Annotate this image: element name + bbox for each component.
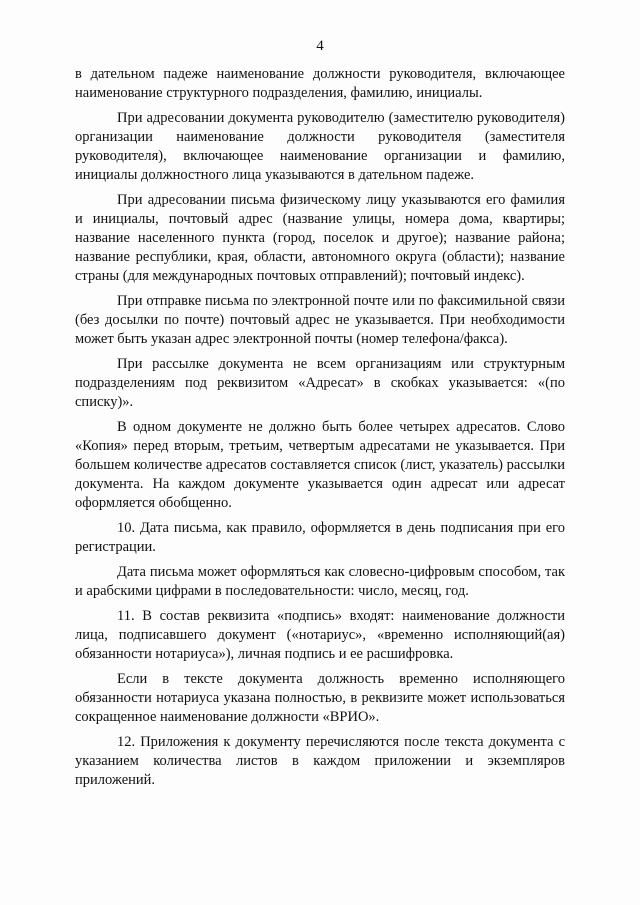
paragraph: Если в тексте документа должность временно исполняющего обязанности нотариуса указана полностью, в реквизите может использоваться сокращенное наименование должности «ВРИО». <box>75 671 565 725</box>
paragraph: При рассылке документа не всем организациям или структурным подразделениям под реквизитом «Адресат» в скобках указывается: «(по списку)». <box>75 356 565 410</box>
paragraph-item-10: 10. Дата письма, как правило, оформляется в день подписания при его регистрации. <box>75 520 565 555</box>
paragraph-item-12: 12. Приложения к документу перечисляются после текста документа с указанием количества листов в каждом приложении и экземпляров приложений. <box>75 734 565 788</box>
document-body <box>75 65 565 796</box>
paragraph: Дата письма может оформляться как словесно-цифровым способом, так и арабскими цифрами в последовательности: число, месяц, год. <box>75 564 565 599</box>
page-number: 4 <box>316 38 324 54</box>
paragraph-item-11: 11. В состав реквизита «подпись» входят: наименование должности лица, подписавшего документ («нотариус», «временно исполняющий(ая) обязанности нотариуса»), личная подпись и ее расшифровка. <box>75 608 565 662</box>
paragraph-continuation: в дательном падеже наименование должности руководителя, включающее наименование структурного подразделения, фамилию, инициалы. <box>75 66 565 101</box>
paragraph: В одном документе не должно быть более четырех адресатов. Слово «Копия» перед вторым, третьим, четвертым адресатами не указывается. При большем количестве адресатов составляется список (лист, указатель) рассылки документа. На каждом документе указывается один адресат или адресат оформляется обобщенно. <box>75 419 565 511</box>
paragraph: При адресовании документа руководителю (заместителю руководителя) организации наименование должности руководителя (заместителя руководителя), включающее наименование организации и фамилию, инициалы должностного лица указываются в дательном падеже. <box>75 110 565 183</box>
paragraph: При адресовании письма физическому лицу указываются его фамилия и инициалы, почтовый адрес (название улицы, номера дома, квартиры; название населенного пункта (город, поселок и другое); название района; название республики, края, области, автономного округа (области); название страны (для международных почтовых отправлений); почтовый индекс). <box>75 192 565 284</box>
paragraph: При отправке письма по электронной почте или по факсимильной связи (без досылки по почте) почтовый адрес не указывается. При необходимости может быть указан адрес электронной почты (номер телефона/факса). <box>75 293 565 347</box>
